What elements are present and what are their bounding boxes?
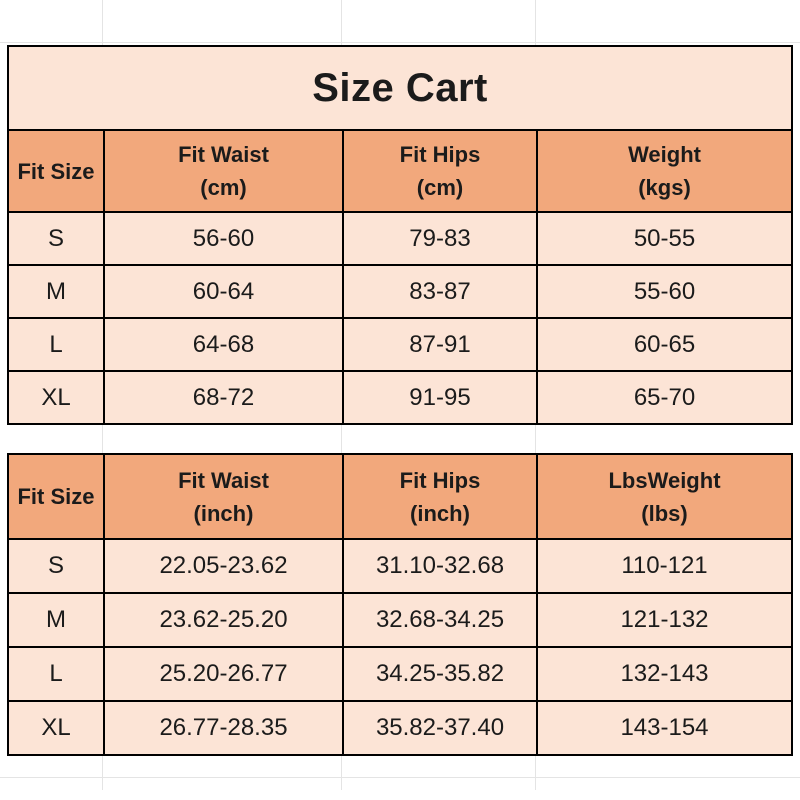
spreadsheet-gridline: [0, 777, 800, 778]
header-label: Fit Waist: [178, 467, 269, 493]
header-label: Fit Size: [17, 158, 95, 184]
header-unit: (cm): [200, 175, 247, 200]
table-cell: 55-60: [537, 265, 792, 318]
spreadsheet-gridline: [0, 42, 800, 43]
table-cell: 91-95: [343, 371, 537, 424]
table-cell: 60-65: [537, 318, 792, 371]
table-cell: 31.10-32.68: [343, 539, 537, 593]
column-header-fit-waist: [104, 454, 343, 539]
size-table-cm: [7, 45, 793, 425]
table-cell: 23.62-25.20: [104, 593, 343, 647]
header-row: [8, 130, 792, 212]
table-cell: 25.20-26.77: [104, 647, 343, 701]
column-header-fit-waist: [104, 130, 343, 212]
table-cell: S: [8, 212, 104, 265]
header-unit: (lbs): [641, 500, 688, 526]
table-cell: 35.82-37.40: [343, 701, 537, 755]
table-cell: M: [8, 265, 104, 318]
title-row: [8, 46, 792, 130]
table-row: [8, 539, 792, 593]
size-table-inch: [7, 453, 793, 756]
table-cell: M: [8, 593, 104, 647]
table-cell: 34.25-35.82: [343, 647, 537, 701]
table-cell: 79-83: [343, 212, 537, 265]
table-row: [8, 265, 792, 318]
table-cell: XL: [8, 371, 104, 424]
header-unit: (inch): [193, 500, 254, 526]
column-header-fit-size: [8, 454, 104, 539]
table-row: [8, 593, 792, 647]
column-header-fit-size: [8, 130, 104, 212]
header-label: Weight: [628, 142, 701, 167]
table-cell: L: [8, 647, 104, 701]
table-cell: 110-121: [537, 539, 792, 593]
column-header-lbs-weight: [537, 454, 792, 539]
header-unit: (kgs): [638, 175, 691, 200]
column-header-fit-hips: [343, 130, 537, 212]
table-cell: S: [8, 539, 104, 593]
table-cell: 121-132: [537, 593, 792, 647]
table-cell: 60-64: [104, 265, 343, 318]
table-cell: 56-60: [104, 212, 343, 265]
table-cell: 83-87: [343, 265, 537, 318]
table-cell: 32.68-34.25: [343, 593, 537, 647]
table-cell: L: [8, 318, 104, 371]
table-cell: 65-70: [537, 371, 792, 424]
table-cell: 22.05-23.62: [104, 539, 343, 593]
table-row: [8, 212, 792, 265]
header-label: Fit Waist: [178, 142, 269, 167]
table-row: [8, 647, 792, 701]
column-header-fit-hips: [343, 454, 537, 539]
table-cell: 50-55: [537, 212, 792, 265]
header-row: [8, 454, 792, 539]
table-cell: 64-68: [104, 318, 343, 371]
header-unit: (inch): [410, 500, 470, 526]
table-cell: 26.77-28.35: [104, 701, 343, 755]
header-label: LbsWeight: [608, 467, 721, 493]
table-row: [8, 318, 792, 371]
table-cell: 87-91: [343, 318, 537, 371]
header-label: Fit Hips: [399, 467, 481, 493]
column-header-weight: [537, 130, 792, 212]
table-cell: 132-143: [537, 647, 792, 701]
table-row: [8, 701, 792, 755]
header-unit: (cm): [416, 175, 464, 200]
table-row: [8, 371, 792, 424]
page-title: Size Cart: [8, 46, 792, 130]
header-label: Fit Size: [17, 484, 95, 509]
table-cell: 143-154: [537, 701, 792, 755]
header-label: Fit Hips: [399, 142, 481, 167]
table-cell: 68-72: [104, 371, 343, 424]
table-cell: XL: [8, 701, 104, 755]
